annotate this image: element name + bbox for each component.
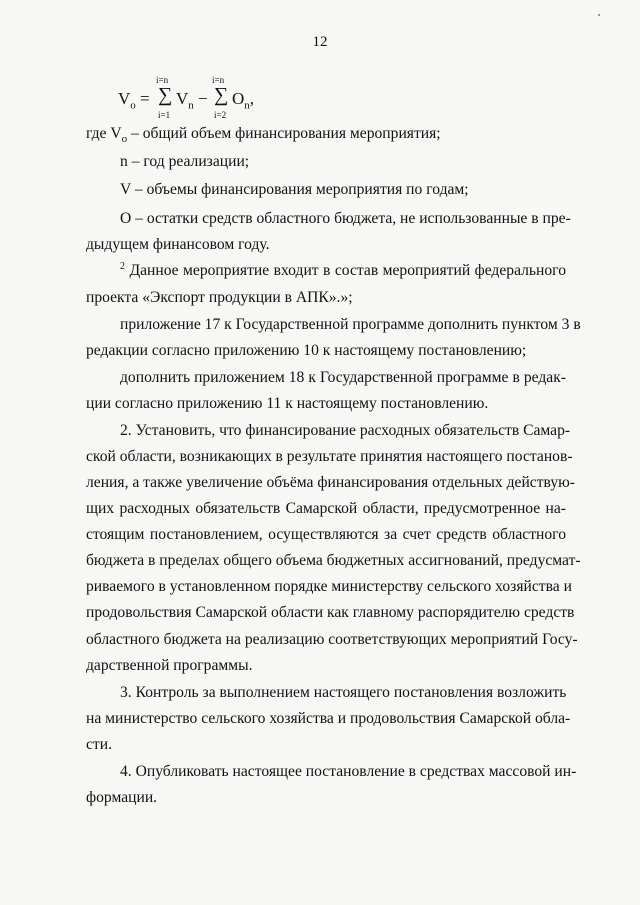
- clause2-line10: дарственной программы.: [86, 657, 253, 674]
- footnote-line2: проекта «Экспорт продукции в АПК».»;: [86, 289, 353, 306]
- clause2-line5: стоящим постановлением, осуществляются за счет средств областного: [86, 526, 566, 543]
- sum2-lower-limit: i=2: [214, 110, 227, 120]
- formula-minus: −: [198, 89, 208, 108]
- formula-lhs: $V_o$: [118, 89, 136, 112]
- clause3-line1: 3. Контроль за выполнением настоящего постановления возложить: [120, 684, 567, 701]
- clause2-line2: ской области, возникающих в результате принятия настоящего постанов-: [86, 448, 573, 465]
- footnote-line1: $^2$ Данное мероприятие входит в состав мероприятий федерального: [120, 260, 566, 279]
- clause2-line9: областного бюджета на реализацию соответствующих мероприятий Госу-: [86, 631, 578, 648]
- sum1-lower-limit: i=1: [158, 110, 171, 120]
- page-number: 12: [312, 34, 328, 50]
- clause2-line8: продовольствия Самарской области как главному распорядителю средств: [86, 604, 575, 621]
- para-appendix18-line1: дополнить приложением 18 к Государственной программе в редак-: [120, 369, 566, 386]
- clause2-line7: риваемого в установленном порядке министерству сельского хозяйства и: [86, 578, 572, 595]
- clause2-line4: щих расходных обязательств Самарской области, предусмотренное на-: [86, 500, 566, 517]
- scan-speck: [598, 14, 600, 16]
- para-appendix18-line2: ции согласно приложению 11 к настоящему постановлению.: [86, 395, 489, 412]
- clause2-line3: ления, а также увеличение объёма финансирования отдельных действую-: [86, 474, 576, 491]
- clause2-line1: 2. Установить, что финансирование расходных обязательств Самар-: [120, 422, 571, 439]
- definition-v: V – объемы финансирования мероприятия по годам;: [120, 181, 469, 198]
- formula-term1: $V_n$: [176, 89, 194, 112]
- clause2-line6: бюджета в пределах общего объема бюджетных ассигнований, предусмат-: [86, 552, 581, 569]
- definition-n: n – год реализации;: [120, 153, 250, 170]
- clause3-line2: на министерство сельского хозяйства и продовольствия Самарской обла-: [86, 710, 571, 727]
- clause4-line1: 4. Опубликовать настоящее постановление в средствах массовой ин-: [120, 763, 577, 780]
- definition-where: где $V_o$ – общий объем финансирования мероприятия;: [86, 125, 441, 146]
- definition-o-line1: O – остатки средств областного бюджета, не использованные в пре-: [120, 210, 571, 227]
- para-appendix17-line1: приложение 17 к Государственной программе дополнить пунктом 3 в: [120, 316, 581, 333]
- formula-eq: =: [140, 89, 150, 108]
- sum1-upper-limit: i=n: [156, 75, 169, 85]
- clause3-line3: сти.: [86, 736, 112, 753]
- sum2-sign: ∑: [214, 84, 229, 106]
- formula-term2: $O_n$,: [232, 89, 255, 112]
- sum2-upper-limit: i=n: [212, 75, 225, 85]
- definition-o-line2: дыдущем финансовом году.: [86, 236, 270, 253]
- footnote-mark: 2: [120, 260, 125, 272]
- sum1-sign: ∑: [158, 84, 173, 106]
- para-appendix17-line2: редакции согласно приложению 10 к настоящему постановлению;: [86, 342, 527, 359]
- clause4-line2: формации.: [86, 789, 158, 806]
